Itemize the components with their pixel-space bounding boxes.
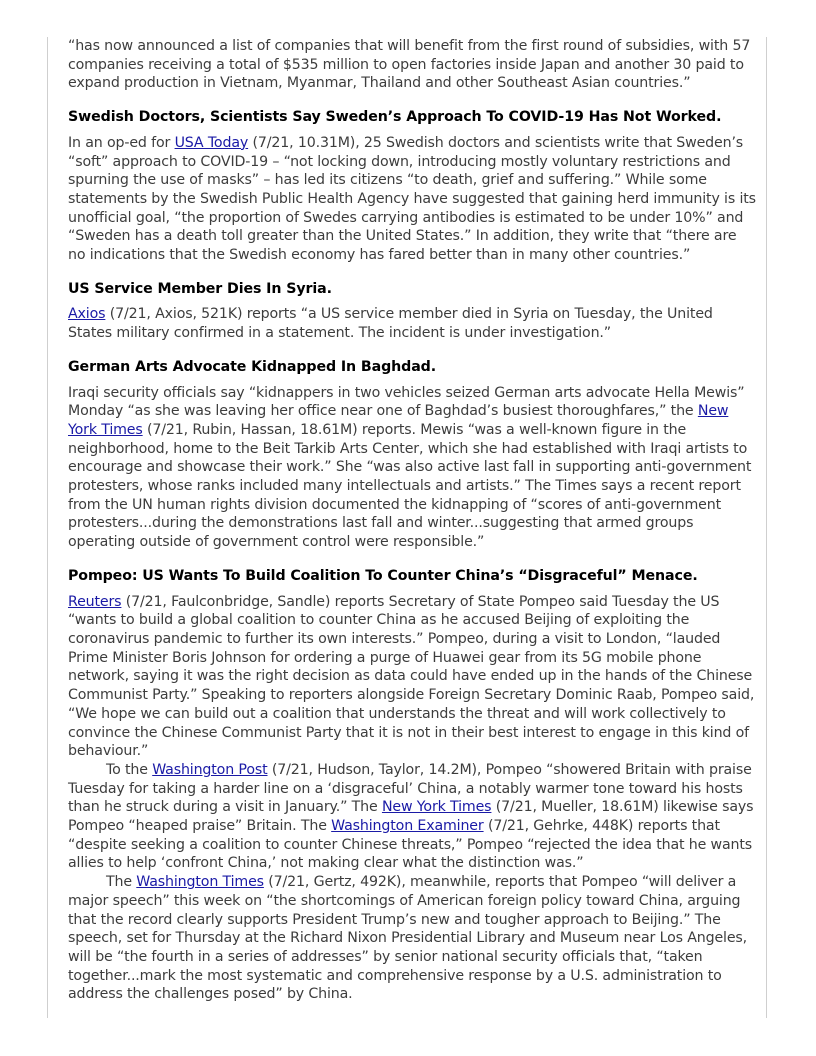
paragraph-text: (7/21, Axios, 521K) reports “a US service member died in Syria on Tuesday, the United States military confirmed in a statement. The incident is under investigation.” (68, 306, 713, 342)
article-sweden (68, 108, 758, 265)
article-paragraph (68, 305, 758, 342)
paragraph-text: To the (106, 761, 153, 778)
article-headline: Pompeo: US Wants To Build Coalition To Counter China’s “Disgraceful” Menace. (68, 567, 698, 584)
intro-paragraph: “has now announced a list of companies that will benefit from the first round of subsidies, with 57 companies receiving a total of $535 million to open factories inside Japan and another 30 paid to expand production in Vietnam, Myanmar, Thailand and other Southeast Asian countries.” (68, 38, 751, 92)
paragraph-text: Iraqi security officials say “kidnappers in two vehicles seized German arts advocate Hella Mewis” Monday “as she was leaving her office near one of Baghdad’s busiest thoroughfares,” the (68, 384, 745, 420)
article-baghdad (68, 358, 758, 552)
paragraph-text: (7/21, 10.31M), 25 Swedish doctors and scientists write that Sweden’s “soft” approach to COVID-19 – “not locking down, introducing mostly voluntary restrictions and spurning the use of masks” – has led its citizens “to death, grief and suffering.” While some statements by the Swedish Public Health Agency have suggested that gaining herd immunity is its unofficial goal, “the proportion of Swedes carrying antibodies is estimated to be under 10%” and “Sweden has a death toll greater than the United States.” In addition, they write that “there are no indications that the Swedish economy has fared better than in many other countries.” (68, 134, 756, 264)
paragraph-text: (7/21, Faulconbridge, Sandle) reports Secretary of State Pompeo said Tuesday the US “wants to build a global coalition to counter China as he accused Beijing of exploiting the coronavirus pandemic to further its own interests.” Pompeo, during a visit to London, “lauded Prime Minister Boris Johnson for ordering a purge of Huawei gear from its 5G mobile phone network, saying it was the right decision as data could have ended up in the hands of the Chinese Communist Party.” Speaking to reporters alongside Foreign Secretary Dominic Raab, Pompeo said, “We hope we can build out a coalition that understands the threat and will work collectively to convince the Chinese Communist Party that it is not in their best interest to engage in this kind of behaviour.” (68, 593, 755, 760)
article-headline: Swedish Doctors, Scientists Say Sweden’s Approach To COVID-19 Has Not Worked. (68, 109, 722, 126)
source-link-washington-times[interactable]: Washington Times (136, 874, 264, 891)
source-link-reuters[interactable]: Reuters (68, 593, 122, 610)
paragraph-text: (7/21, Gertz, 492K), meanwhile, reports that Pompeo “will deliver a major speech” this week on “the shortcomings of American foreign policy toward China, arguing that the record clearly supports President Trump’s new and tougher approach to Beijing.” The speech, set for Thursday at the Richard Nixon Presidential Library and Museum near Los Angeles, will be “the fourth in a series of addresses” by senior national security officials that, “taken together...mark the most systematic and comprehensive response by a U.S. administration to address the challenges posed” by China. (68, 874, 748, 1003)
source-link-washington-post[interactable]: Washington Post (152, 761, 268, 778)
article-paragraph (68, 593, 758, 761)
paragraph-text: In an op-ed for (68, 134, 175, 151)
paragraph-text: (7/21, Gehrke, 448K) reports that “despite seeking a coalition to counter Chinese threats,” Pompeo “rejected the idea that he wants allies to help ‘confront China,’ not making clear what the distinction was.” (68, 818, 753, 872)
article-paragraph (68, 384, 758, 552)
paragraph-text: (7/21, Hudson, Taylor, 14.2M), Pompeo “showered Britain with praise Tuesday for taking a harder line on a ‘disgraceful’ China, a notably warmer tone toward his hosts than he struck during a visit in January.” The (68, 761, 752, 816)
article-paragraph (68, 761, 758, 873)
paragraph-text: The (106, 874, 137, 891)
article-headline: US Service Member Dies In Syria. (68, 280, 332, 297)
article-headline: German Arts Advocate Kidnapped In Baghdad. (68, 358, 437, 375)
newsletter-content (68, 37, 758, 1004)
source-link-new-york-times[interactable]: New York Times (68, 403, 729, 438)
source-link-usa-today[interactable]: USA Today (174, 134, 249, 151)
article-pompeo (68, 567, 758, 1004)
article-syria (68, 280, 758, 343)
paragraph-text: (7/21, Mueller, 18.61M) likewise says Pompeo “heaped praise” Britain. The (68, 799, 754, 835)
article-paragraph (68, 134, 758, 265)
source-link-new-york-times[interactable]: New York Times (381, 799, 492, 816)
source-link-axios[interactable]: Axios (68, 306, 106, 323)
source-link-washington-examiner[interactable]: Washington Examiner (331, 818, 484, 835)
paragraph-text: (7/21, Rubin, Hassan, 18.61M) reports. Mewis “was a well-known figure in the neighborhood, home to the Beit Tarkib Arts Center, which she had established with Iraqi artists to encourage and showcase their work.” She “was also active last fall in supporting anti-government protesters, whose ranks included many intellectuals and artists.” The Times says a recent report from the UN human rights division documented the kidnapping of “scores of anti-government protesters...during the demonstrations last fall and winter...suggesting that armed groups operating outside of government control were responsible.” (68, 421, 752, 551)
article-paragraph (68, 873, 758, 1004)
